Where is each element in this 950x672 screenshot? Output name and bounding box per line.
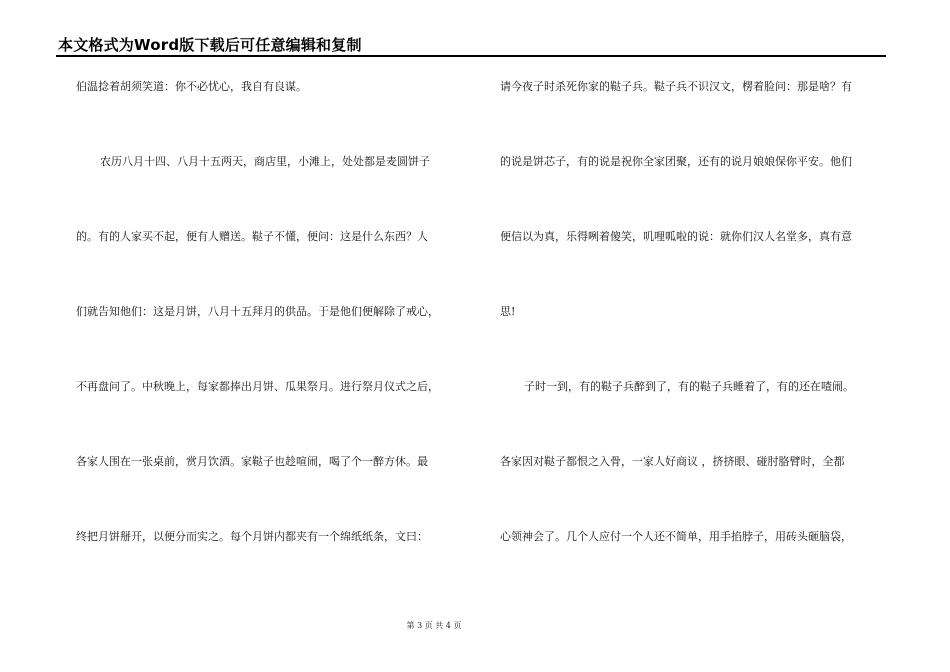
page-number-footer: 第 3 页 共 4 页 [406, 621, 462, 630]
left-line-7: 终把月饼掰开，以便分而实之。每个月饼内都夹有一个绵纸纸条，文曰： [76, 530, 428, 543]
right-line-2: 的说是饼芯子，有的说是祝你全家团聚，还有的说月娘娘保你平安。他们 [500, 155, 852, 168]
header-divider [56, 55, 886, 57]
right-line-7: 心领神会了。几个人应付一个人还不简单，用手掐脖子，用砖头砸脑袋， [500, 530, 852, 543]
left-line-6: 各家人围在一张桌前，赏月饮酒。家鞑子也趁喧闹，喝了个一醉方休。最 [76, 455, 428, 468]
right-line-3: 便信以为真，乐得咧着傻笑，叽哩呱啦的说：就你们汉人名堂多，真有意 [500, 230, 852, 243]
document-header-title: 本文格式为Word版下载后可任意编辑和复制 [58, 36, 362, 54]
right-text-column [500, 78, 892, 603]
right-line-5: 子时一到，有的鞑子兵醉到了，有的鞑子兵睡着了，有的还在喳闹。 [524, 380, 854, 393]
left-line-5: 不再盘问了。中秋晚上，每家都捧出月饼、瓜果祭月。进行祭月仪式之后， [76, 380, 439, 393]
left-line-3: 的。有的人家买不起，便有人赠送。鞑子不懂，便问：这是什么东西？人 [76, 230, 428, 243]
left-line-1: 伯温捻着胡须笑道：你不必忧心，我自有良谋。 [76, 80, 307, 93]
left-line-2: 农历八月十四、八月十五两天，商店里，小滩上，处处都是麦圆饼子 [100, 155, 430, 168]
left-text-column [76, 78, 476, 603]
left-line-4: 们就告知他们：这是月饼，八月十五拜月的供品。于是他们便解除了戒心， [76, 305, 439, 318]
right-line-4: 思! [500, 305, 516, 318]
right-line-6: 各家因对鞑子都恨之入骨，一家人好商议 ，挤挤眼、碰肘胳臂时，全都 [500, 455, 845, 468]
right-line-1: 请今夜子时杀死你家的鞑子兵。鞑子兵不识汉文，楞着脸问：那是啥？有 [500, 80, 852, 93]
